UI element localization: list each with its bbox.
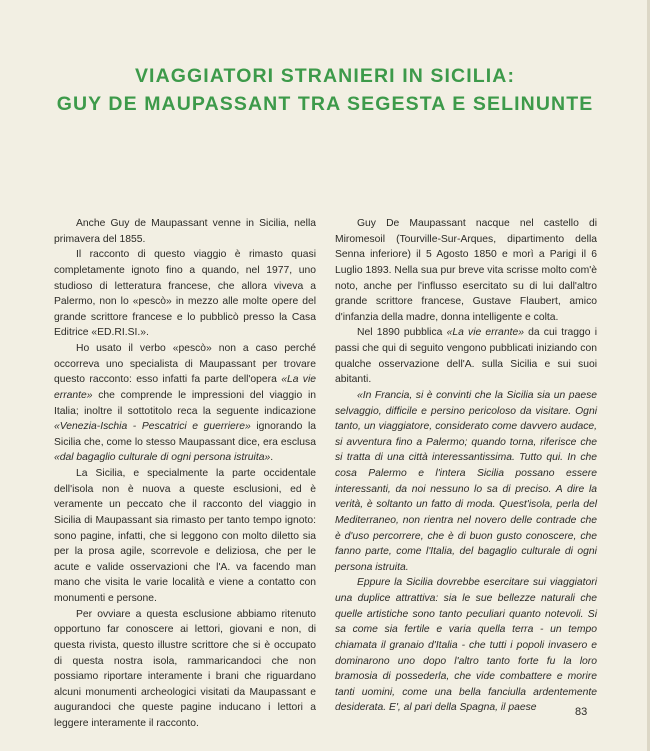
paragraph bbox=[335, 575, 597, 716]
left-column bbox=[54, 216, 316, 732]
paragraph-text: Guy De Maupassant nacque nel castello di Miromesoil (Tourville-Sur-Arques, dipartimento della Senna inferiore) il 5 Agosto 1850 e morì a Parigi il 6 Luglio 1893. Nella sua pur breve vita scrisse molto com'è noto, anche per l'influsso esercitato su di lui dall'altro grande scrittore francese, Gustave Flaubert, amico d'infanzia della madre, donna intelligente e colta. bbox=[335, 218, 597, 323]
paragraph-text: La Sicilia, e specialmente la parte occidentale dell'isola non è nuova a queste esclusioni, ed è veramente un peccato che il racconto del viaggio in Sicilia di Maupassant sia rimasto per tanto tempo ignoto: sono pagine, infatti, che si leggono con molto diletto sia per la prosa agile, scorrevole e deliziosa, che per le acute e valide osservazioni che l'A. va facendo man mano che visita le varie località e viene a contatto con monumenti e persone. bbox=[54, 468, 316, 604]
paragraph bbox=[54, 247, 316, 341]
italic-text: «La vie errante» bbox=[54, 374, 316, 401]
paragraph bbox=[335, 388, 597, 576]
italic-text: Eppure la Sicilia dovrebbe esercitare sui viaggiatori una duplice attrattiva: sia le sue bellezze naturali che quelle artistiche sono tanto peculiari quanto notevoli. Si sa come sia fertile e varia quella terra - un tempo chiamata il granaio d'Italia - che tutti i popoli invasero e dominarono uno dopo l'altro tanto forte fu la loro bramosia di possederla, che vide combattere e morire tanti uomini, come una bella fanciulla ardentemente desiderata. E', al pari della Spagna, il paese bbox=[335, 577, 597, 714]
paragraph-text: Il racconto di questo viaggio è rimasto quasi completamente ignoto fino a quando, nel 1977, uno studioso di letteratura francese, che allora viveva a Palermo, non lo «pescò» in mezzo alle molte opere del grande scrittore francese e lo pubblicò presso la Casa Editrice «ED.RI.SI.». bbox=[54, 249, 316, 339]
page-number: 83 bbox=[575, 706, 588, 718]
title-line-1: VIAGGIATORI STRANIERI IN SICILIA: bbox=[134, 65, 516, 87]
title-line-2: GUY DE MAUPASSANT TRA SEGESTA E SELINUNTE bbox=[56, 93, 594, 115]
paragraph-text: Nel 1890 pubblica bbox=[357, 327, 447, 339]
paragraph bbox=[54, 607, 316, 732]
italic-text: «In Francia, si è convinti che la Sicilia sia un paese selvaggio, difficile e persino pericoloso da visitare. Ogni tanto, un viaggiatore, considerato come davvero audace, si avventura fino a Palermo; quando torna, riferisce che si tratta di una città interessantissima. Tutto qui. In che cosa Palermo e l'intera Sicilia possano essere interessanti, da noi nessuno lo sa di preciso. A dire la verità, è soltanto un fatto di moda. Quest'isola, perla del Mediterraneo, non rientra nel novero delle contrade che è d'uso percorrere, che è di buon gusto conoscere, che fanno parte, come l'Italia, del bagaglio culturale di ogni persona istruita. bbox=[335, 389, 597, 573]
paragraph-text: ignorando la Sicilia che, come lo stesso Maupassant dice, era esclusa bbox=[54, 421, 317, 448]
paragraph bbox=[54, 466, 316, 607]
italic-text: «dal bagaglio culturale di ogni persona istruita» bbox=[54, 452, 271, 464]
paragraph bbox=[335, 325, 597, 388]
italic-text: «La vie errante» bbox=[446, 327, 524, 339]
paragraph bbox=[54, 341, 316, 466]
paragraph-text: Ho usato il verbo «pescò» non a caso perché occorreva uno specialista di Maupassant per trovare questo racconto: esso infatti fa parte dell'opera bbox=[54, 343, 316, 386]
paragraph-text: da cui traggo i passi che qui di seguito vengono pubblicati iniziando con qualche osservazione dell'A. sulla Sicilia e sui suoi abitanti. bbox=[335, 327, 597, 386]
paragraph bbox=[335, 216, 597, 325]
right-column bbox=[335, 216, 597, 716]
paragraph-text: Per ovviare a questa esclusione abbiamo ritenuto opportuno far conoscere ai lettori, giovani e non, di questa rivista, questo illustre scrittore che si è occupato di questa nostra isola, rammaricandoci che non possiamo riportare interamente i brani che riguardano alcuni monumenti archeologici visitati da Maupassant e augurandoci che queste pagine inducano i lettori a leggere interamente il racconto. bbox=[54, 608, 316, 729]
paragraph-text: Anche Guy de Maupassant venne in Sicilia, nella primavera del 1855. bbox=[54, 218, 316, 245]
paragraph bbox=[54, 216, 316, 247]
paragraph-text: . bbox=[270, 452, 274, 464]
article-title bbox=[0, 62, 650, 118]
italic-text: «Venezia-Ischia - Pescatrici e guerriere» bbox=[54, 421, 251, 433]
paragraph-text: che comprende le impressioni del viaggio in Italia; inoltre il sottotitolo reca la seguente indicazione bbox=[54, 389, 316, 417]
